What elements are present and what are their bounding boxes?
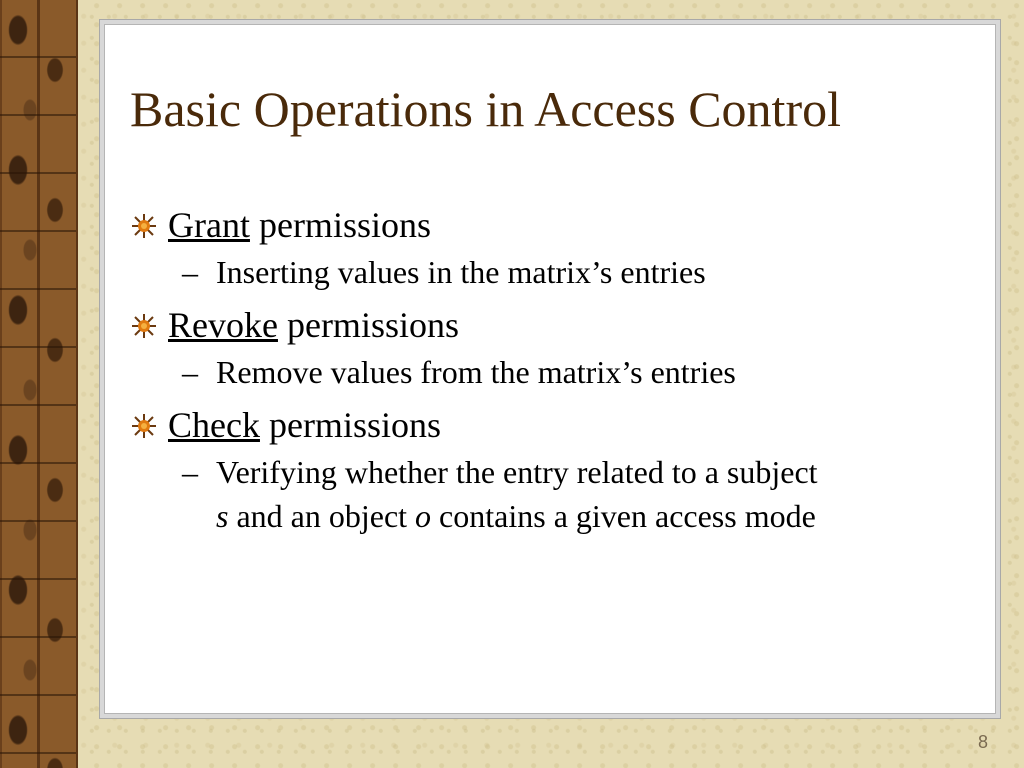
- page-number: 8: [977, 732, 988, 752]
- sub-item-text-mid: and an object: [228, 498, 416, 534]
- variable-o: o: [415, 498, 432, 534]
- bullet-grant: [130, 200, 990, 294]
- sub-list: [168, 350, 990, 394]
- star-burst-icon: [130, 312, 158, 340]
- dash-marker: –: [182, 254, 198, 290]
- dash-marker: –: [182, 354, 198, 390]
- bullet-keyword: Revoke: [168, 305, 278, 345]
- wood-border-edge: [76, 0, 78, 768]
- bullet-check: [130, 400, 990, 538]
- bullet-text: permissions: [277, 305, 459, 345]
- dash-marker: –: [182, 454, 198, 490]
- sub-list: [168, 250, 990, 294]
- bullet-text: permissions: [249, 205, 431, 245]
- sub-item-text: Inserting values in the matrix’s entries: [216, 254, 706, 290]
- sub-item: [168, 450, 990, 538]
- sub-list: [168, 450, 990, 538]
- sub-item-text-line1: Verifying whether the entry related to a subject: [216, 454, 818, 490]
- sub-item-text: Remove values from the matrix’s entries: [216, 354, 736, 390]
- variable-s: s: [216, 498, 229, 534]
- bullet-list: [130, 200, 990, 544]
- sub-item-text-end: contains a given access mode: [431, 498, 816, 534]
- sub-item: [168, 250, 990, 294]
- wood-border-strip: [0, 0, 76, 768]
- sub-item: [168, 350, 990, 394]
- star-burst-icon: [130, 212, 158, 240]
- star-burst-icon: [130, 412, 158, 440]
- bullet-keyword: Grant: [168, 205, 250, 245]
- bullet-text: permissions: [259, 405, 441, 445]
- slide-title: Basic Operations in Access Control: [130, 81, 841, 137]
- bullet-keyword: Check: [168, 405, 260, 445]
- bullet-revoke: [130, 300, 990, 394]
